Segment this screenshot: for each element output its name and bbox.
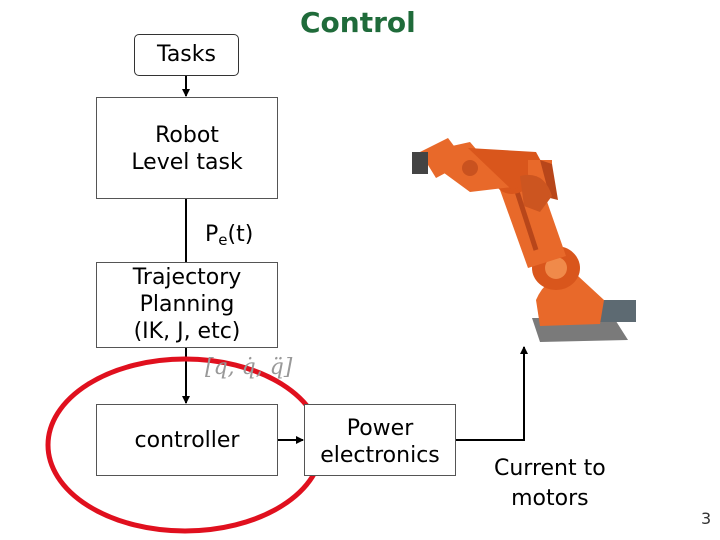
power-line-1: Power bbox=[346, 416, 414, 441]
trajectory-line-3: (IK, J, etc) bbox=[133, 319, 241, 344]
page-number: 3 bbox=[701, 509, 712, 528]
trajectory-line-2: Planning bbox=[139, 292, 235, 317]
pe-label bbox=[205, 222, 253, 249]
page-title: Control bbox=[300, 6, 416, 39]
pe-main: P bbox=[205, 222, 219, 247]
state-vector-label: [q, q̇, q̈] bbox=[205, 355, 293, 380]
pe-subscript: e bbox=[218, 231, 228, 249]
trajectory-planning-box bbox=[96, 262, 278, 348]
power-line-2: electronics bbox=[320, 443, 440, 468]
robot-level-task-box bbox=[96, 97, 278, 199]
robot-level-line-2: Level task bbox=[131, 150, 243, 175]
trajectory-line-1: Trajectory bbox=[132, 265, 242, 290]
current-line-2: motors bbox=[511, 486, 589, 511]
controller-box: controller bbox=[96, 404, 278, 476]
tasks-box: Tasks bbox=[134, 34, 239, 76]
current-to-motors-label bbox=[494, 454, 606, 514]
pe-arg: (t) bbox=[227, 222, 254, 247]
robot-level-line-1: Robot bbox=[155, 123, 219, 148]
current-line-1: Current to bbox=[494, 456, 606, 481]
robot-arm-image bbox=[412, 138, 636, 342]
power-electronics-box bbox=[304, 404, 456, 476]
arrow-power-to-robot bbox=[456, 347, 524, 440]
